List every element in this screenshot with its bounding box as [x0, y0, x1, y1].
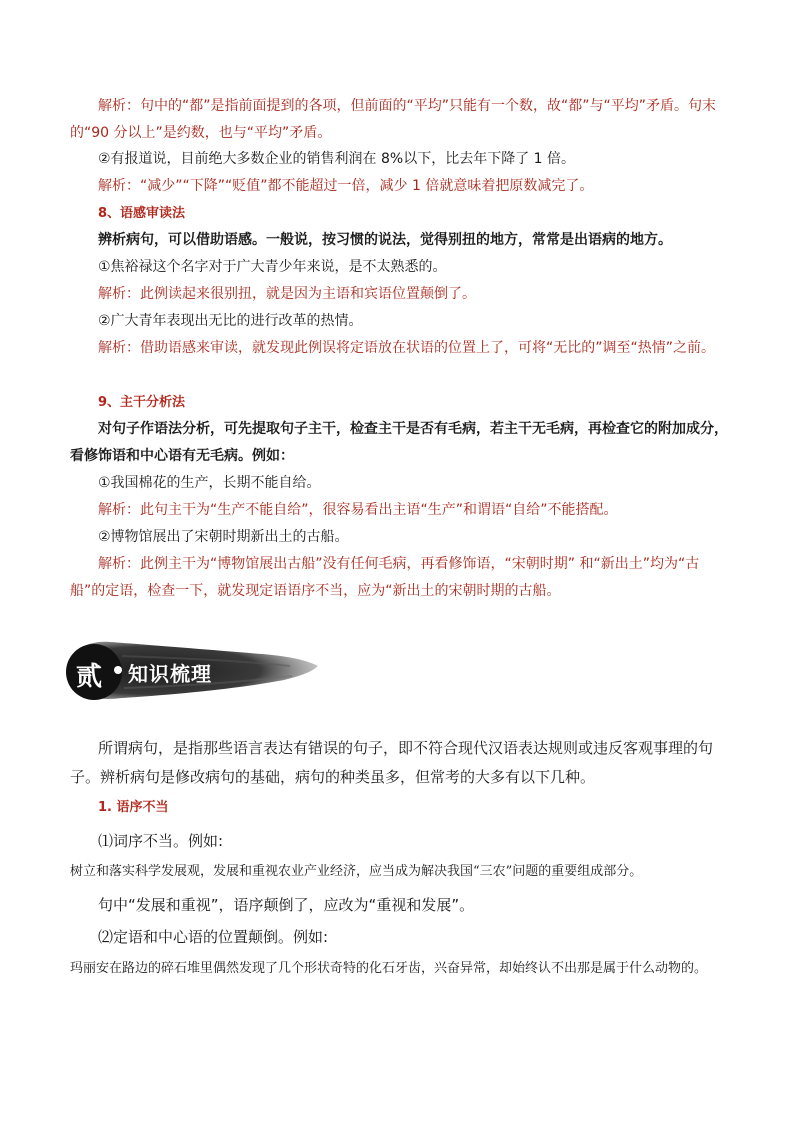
section-heading-8: 8、语感审读法 [98, 206, 186, 221]
example-sentence: 玛丽安在路边的碎石堆里偶然发现了几个形状奇特的化石牙齿，兴奋异常，却始终认不出那是属于什么动物的。 [70, 961, 708, 976]
analysis-paragraph [70, 551, 732, 605]
example-sentence: ①我国棉花的生产，长期不能自给。 [98, 475, 321, 491]
analysis-paragraph: 解析：此句主干为“生产不能自给”，很容易看出主语“生产”和谓语“自给”不能搭配。 [98, 502, 618, 518]
analysis-paragraph: 解析：“减少”“下降”“贬值”都不能超过一倍，减少 1 倍就意味着把原数减完了。 [98, 178, 594, 194]
method-description: 辨析病句，可以借助语感。一般说，按习惯的说法，觉得别扭的地方，常常是出语病的地方。 [98, 232, 672, 248]
analysis-paragraph: 解析：句中的“都”是指前面提到的各项，但前面的“平均”只能有一个数，故“都”与“平均”矛盾。句末的“90 分以上”是约数，也与“平均”矛盾。 [70, 98, 717, 141]
analysis-paragraph: 解析：借助语感来审读，就发现此例误将定语放在状语的位置上了，可将“无比的”调至“热情”之前。 [98, 340, 716, 356]
subsection-label: ⑵定语和中心语的位置颠倒。例如: [98, 928, 329, 946]
example-sentence: 树立和落实科学发展观，发展和重视农业产业经济，应当成为解决我国“三农”问题的重要组成部分。 [70, 864, 643, 879]
example-sentence: ①焦裕禄这个名字对于广大青少年来说，是不太熟悉的。 [98, 259, 447, 275]
example-sentence: ②广大青年表现出无比的进行改革的热情。 [98, 313, 363, 329]
analysis-part: 解析：此例主干为“博物馆展出古船”没有任何毛病，再看修饰语， [98, 556, 505, 572]
subsection-label: ⑴词序不当。例如: [98, 832, 224, 850]
analysis-part: 和“新出土”均为“古船”的定语，检查一下，就发现定语语序不当，应为“新出土的宋朝时期的古船。 [70, 556, 700, 599]
section-banner [62, 636, 322, 708]
method-description: 对句子作语法分析，可先提取句子主干，检查主干是否有毛病，若主干无毛病，再检查它的附加成分，看修饰语和中心语有无毛病。例如： [70, 421, 728, 464]
highlighted-phrase: “宋朝时期” [504, 556, 576, 572]
section-number: 贰 [76, 662, 103, 692]
example-sentence: ②有报道说，目前绝大多数企业的销售利润在 8%以下，比去年下降了 1 倍。 [98, 151, 576, 167]
analysis-paragraph: 解析：此例读起来很别扭，就是因为主语和宾语位置颠倒了。 [98, 286, 476, 302]
explanation-sentence: 句中“发展和重视”，语序颠倒了，应改为“重视和发展”。 [98, 896, 475, 914]
section-heading-9: 9、主干分析法 [98, 395, 186, 410]
section-title: 知识梳理 [128, 662, 212, 686]
example-sentence: ②博物馆展出了宋朝时期新出土的古船。 [98, 529, 349, 545]
subsection-heading: 1. 语序不当 [98, 800, 169, 815]
intro-paragraph: 所谓病句，是指那些语言表达有错误的句子，即不符合现代汉语表达规则或违反客观事理的句子。辨析病句是修改病句的基础，病句的种类虽多，但常考的大多有以下几种。 [70, 739, 714, 786]
dot-separator-icon [114, 666, 122, 674]
